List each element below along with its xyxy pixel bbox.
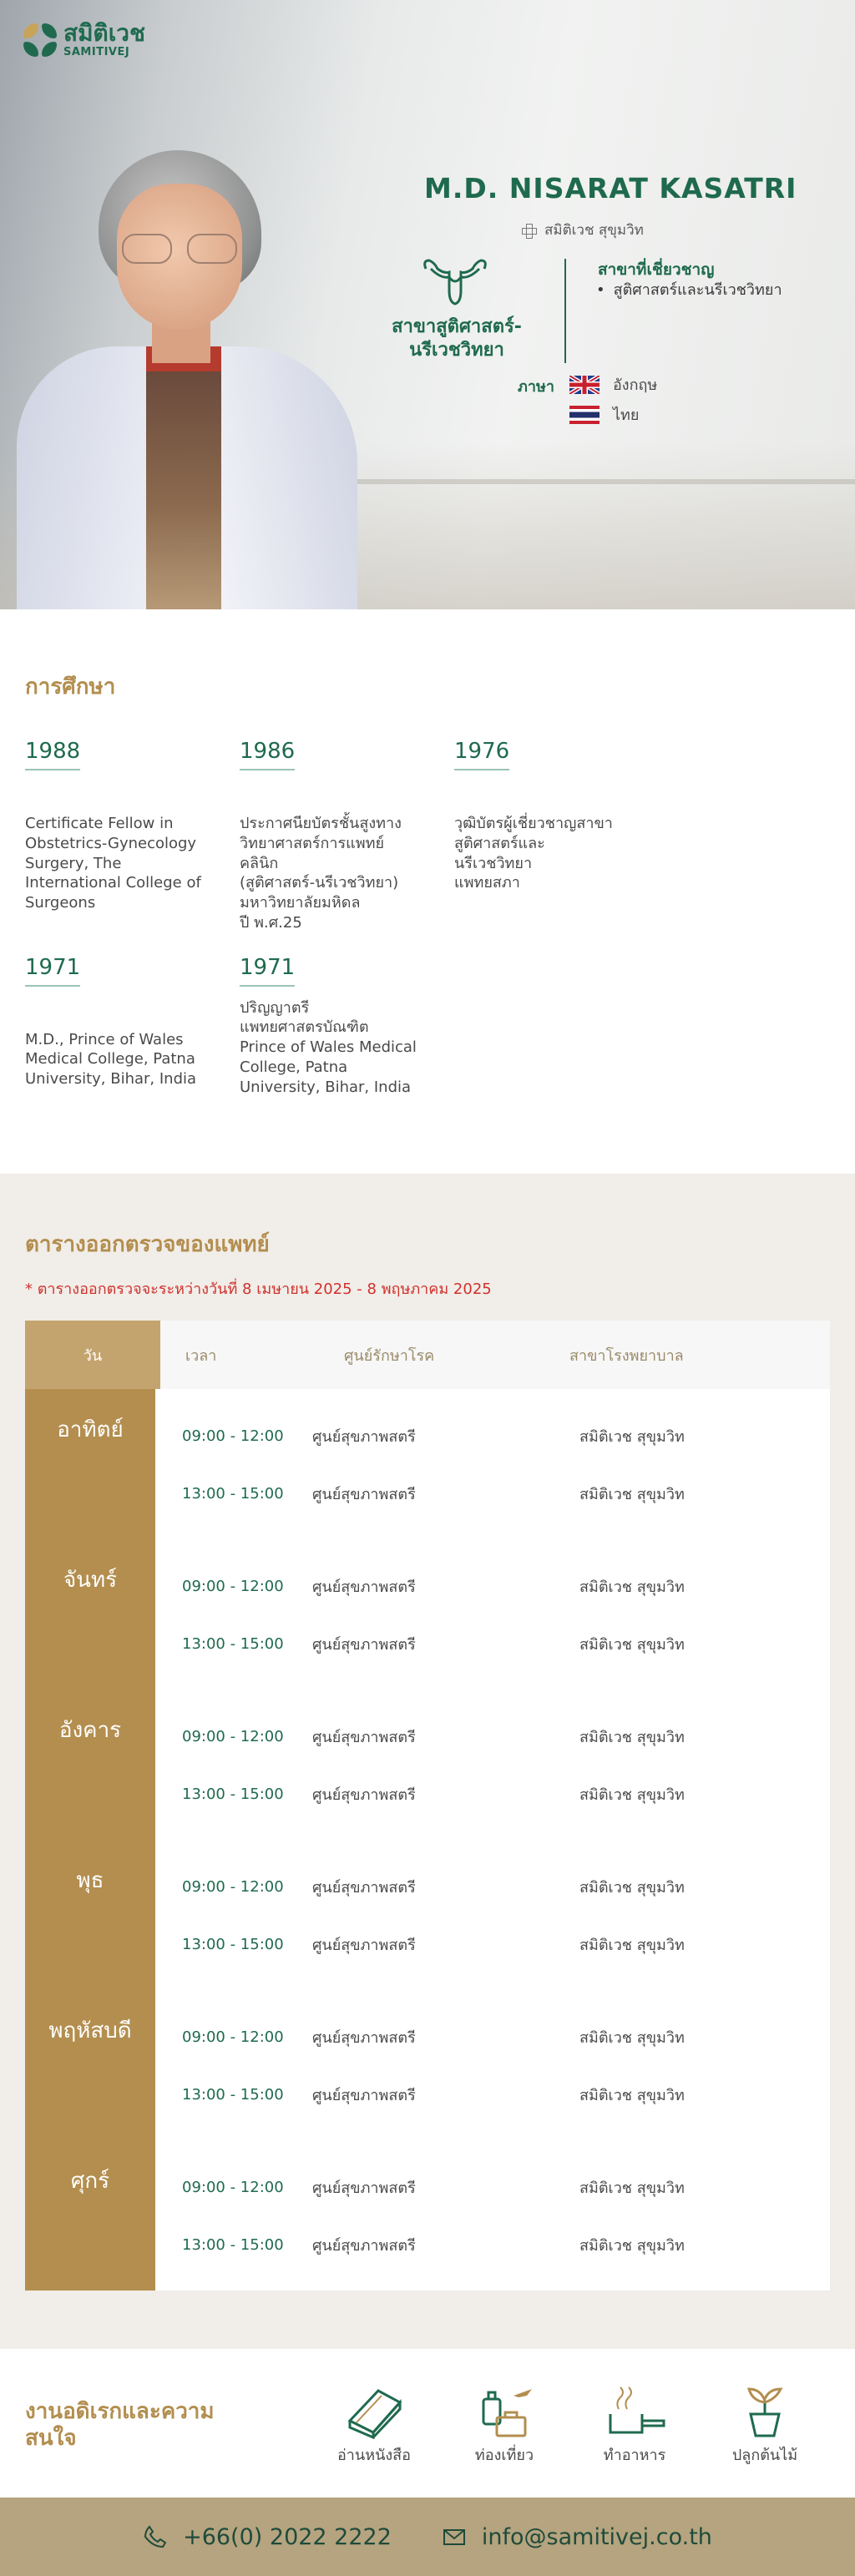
schedule-slots [155, 1389, 830, 1539]
email-address: info@samitivej.co.th [481, 2523, 712, 2550]
header-time: เวลา [185, 1346, 217, 1365]
schedule-row [155, 1407, 830, 1465]
schedule-day-group [25, 1539, 830, 1690]
schedule-section [0, 1174, 855, 2349]
education-year: 1976 [454, 739, 509, 770]
phone-link[interactable] [143, 2524, 392, 2550]
schedule-row [155, 1765, 830, 1823]
doctor-hero [0, 0, 855, 609]
header-center: ศูนย์รักษาโรค [344, 1346, 435, 1365]
schedule-row [155, 2159, 830, 2216]
hospital-plus-icon [521, 223, 536, 238]
schedule-note: * ตารางออกตรวจจะระหว่างวันที่ 8 เมษายน 2025 - 8 พฤษภาคม 2025 [25, 1280, 492, 1299]
schedule-center: ศูนย์สุขภาพสตรี [312, 1578, 416, 1597]
education-year: 1971 [240, 955, 295, 987]
education-item [25, 955, 240, 1098]
schedule-slots [155, 2140, 830, 2291]
schedule-time: 09:00 - 12:00 [182, 2028, 284, 2047]
schedule-center: ศูนย์สุขภาพสตรี [312, 1636, 416, 1654]
logo-english-text: SAMITIVEJ [63, 46, 130, 58]
schedule-branch: สมิติเวช สุขุมวิท [579, 1729, 685, 1747]
schedule-day-group [25, 1389, 830, 1539]
interests-list [276, 2384, 830, 2467]
education-desc: Certificate Fellow in Obstetrics-Gynecology Surgery, The International College of Surgeons [25, 815, 201, 912]
schedule-center: ศูนย์สุขภาพสตรี [312, 1729, 416, 1747]
header-branch: สาขาโรงพยาบาล [569, 1346, 684, 1365]
schedule-day: จันทร์ [25, 1539, 155, 1690]
schedule-title: ตารางออกตรวจของแพทย์ [25, 1232, 270, 1258]
interest-reading [311, 2384, 437, 2467]
schedule-time: 09:00 - 12:00 [182, 1578, 284, 1596]
schedule-branch: สมิติเวช สุขุมวิท [579, 1937, 685, 1955]
phone-icon [143, 2524, 168, 2549]
schedule-time: 09:00 - 12:00 [182, 1878, 284, 1897]
schedule-day-group [25, 1990, 830, 2140]
language-thai [569, 402, 639, 427]
schedule-row [155, 1615, 830, 1673]
thai-flag-icon [569, 406, 600, 424]
schedule-row [155, 1708, 830, 1765]
schedule-center: ศูนย์สุขภาพสตรี [312, 1937, 416, 1955]
travel-icon [472, 2384, 537, 2439]
logo-thai-text: สมิติเวช [63, 19, 146, 47]
education-year: 1971 [25, 955, 80, 987]
schedule-row [155, 2066, 830, 2124]
schedule-time: 13:00 - 15:00 [182, 1786, 284, 1804]
education-item [454, 739, 642, 933]
schedule-body [25, 1389, 830, 2291]
language-thai-label: ไทย [613, 407, 640, 424]
schedule-center: ศูนย์สุขภาพสตรี [312, 2087, 416, 2105]
schedule-branch: สมิติเวช สุขุมวิท [579, 1486, 685, 1504]
schedule-slots [155, 1690, 830, 1840]
logo-mark-icon [23, 23, 57, 57]
schedule-center: ศูนย์สุขภาพสตรี [312, 2237, 416, 2255]
contact-footer [0, 2498, 855, 2576]
cooking-pot-icon [602, 2384, 667, 2439]
uterus-icon [419, 257, 491, 307]
interest-travel [442, 2384, 567, 2467]
schedule-time: 09:00 - 12:00 [182, 1427, 284, 1446]
header-day: วัน [25, 1321, 160, 1389]
education-year: 1988 [25, 739, 80, 770]
education-item [25, 739, 240, 933]
schedule-slots [155, 1990, 830, 2140]
schedule-day: พฤหัสบดี [25, 1990, 155, 2140]
plant-pot-icon [732, 2384, 797, 2439]
schedule-center: ศูนย์สุขภาพสตรี [312, 1428, 416, 1447]
interest-gardening [702, 2384, 827, 2467]
schedule-branch: สมิติเวช สุขุมวิท [579, 1578, 685, 1597]
schedule-branch: สมิติเวช สุขุมวิท [579, 2029, 685, 2048]
education-desc: วุฒิบัตรผู้เชี่ยวชาญสาขา สูติศาสตร์และนรีเวชวิทยา แพทยสภา [454, 815, 613, 892]
specialty-name: สาขาสูติศาสตร์- นรีเวชวิทยา [392, 316, 522, 361]
hallway-rail [351, 479, 855, 484]
doctor-photo [0, 134, 359, 609]
samitivej-logo[interactable] [23, 19, 146, 58]
doctor-name: M.D. NISARAT KASATRI [424, 172, 797, 205]
schedule-time: 13:00 - 15:00 [182, 1936, 284, 1954]
schedule-day: พุธ [25, 1840, 155, 1990]
schedule-row [155, 1916, 830, 1973]
education-desc: M.D., Prince of Wales Medical College, Patna University, Bihar, India [25, 1030, 197, 1088]
interest-label: ท่องเที่ยว [474, 2446, 534, 2464]
schedule-day-group [25, 1690, 830, 1840]
education-section [0, 609, 855, 1174]
schedule-time: 13:00 - 15:00 [182, 2236, 284, 2255]
schedule-row [155, 2008, 830, 2066]
interest-label: ทำอาหาร [603, 2446, 666, 2464]
language-english-label: อังกฤษ [613, 376, 658, 394]
expertise-list [596, 277, 782, 301]
schedule-day: ศุกร์ [25, 2140, 155, 2291]
schedule-row [155, 1465, 830, 1523]
schedule-center: ศูนย์สุขภาพสตรี [312, 1879, 416, 1897]
education-year: 1986 [240, 739, 295, 770]
schedule-time: 09:00 - 12:00 [182, 2179, 284, 2197]
interest-label: ปลูกต้นไม้ [731, 2446, 798, 2464]
email-link[interactable] [442, 2524, 712, 2550]
schedule-table [25, 1321, 830, 2291]
schedule-time: 13:00 - 15:00 [182, 1635, 284, 1654]
schedule-branch: สมิติเวช สุขุมวิท [579, 1636, 685, 1654]
schedule-time: 13:00 - 15:00 [182, 2086, 284, 2104]
schedule-center: ศูนย์สุขภาพสตรี [312, 1486, 416, 1504]
schedule-branch: สมิติเวช สุขุมวิท [579, 1879, 685, 1897]
schedule-day: อังคาร [25, 1690, 155, 1840]
phone-number: +66(0) 2022 2222 [183, 2523, 392, 2550]
schedule-day-group [25, 1840, 830, 1990]
expertise-item: • สูติศาสตร์และนรีเวชวิทยา [596, 277, 782, 301]
schedule-branch: สมิติเวช สุขุมวิท [579, 2087, 685, 2105]
schedule-center: ศูนย์สุขภาพสตรี [312, 2029, 416, 2048]
education-desc: ปริญญาตรี แพทยศาสตรบัณฑิต Prince of Wales Medical College, Patna University, Bihar, India [240, 998, 417, 1096]
schedule-header [25, 1321, 830, 1389]
schedule-time: 09:00 - 12:00 [182, 1728, 284, 1746]
schedule-center: ศูนย์สุขภาพสตรี [312, 1786, 416, 1805]
schedule-slots [155, 1539, 830, 1690]
schedule-branch: สมิติเวช สุขุมวิท [579, 1786, 685, 1805]
education-item [240, 739, 454, 933]
education-list [25, 739, 830, 1119]
interest-cooking [572, 2384, 697, 2467]
expertise-heading: สาขาที่เชี่ยวชาญ [598, 260, 715, 279]
education-desc: ประกาศนียบัตรชั้นสูงทาง วิทยาศาสตร์การแพทย์ คลินิก (สูติศาสตร์-นรีเวชวิทยา) มหาวิทยาลัยมหิดล ปี พ.ศ.25 [240, 815, 402, 932]
schedule-day: อาทิตย์ [25, 1389, 155, 1539]
schedule-center: ศูนย์สุขภาพสตรี [312, 2179, 416, 2198]
schedule-branch: สมิติเวช สุขุมวิท [579, 1428, 685, 1447]
education-item [240, 955, 454, 1098]
schedule-branch: สมิติเวช สุขุมวิท [579, 2179, 685, 2198]
interest-label: อ่านหนังสือ [337, 2446, 411, 2464]
schedule-row [155, 1858, 830, 1916]
specialty-divider [564, 259, 566, 363]
doctor-branch [521, 219, 644, 241]
education-title: การศึกษา [25, 674, 116, 700]
schedule-row [155, 2216, 830, 2274]
language-english [569, 372, 657, 397]
schedule-day-group [25, 2140, 830, 2291]
language-label: ภาษา [518, 378, 554, 396]
schedule-slots [155, 1840, 830, 1990]
schedule-branch: สมิติเวช สุขุมวิท [579, 2237, 685, 2255]
branch-label: สมิติเวช สุขุมวิท [544, 222, 644, 239]
interests-section [0, 2349, 855, 2498]
mail-icon [442, 2524, 467, 2549]
book-icon [341, 2384, 407, 2439]
interests-title: งานอดิเรกและความ สนใจ [25, 2398, 215, 2452]
schedule-time: 13:00 - 15:00 [182, 1485, 284, 1503]
schedule-row [155, 1558, 830, 1615]
uk-flag-icon [569, 376, 600, 394]
